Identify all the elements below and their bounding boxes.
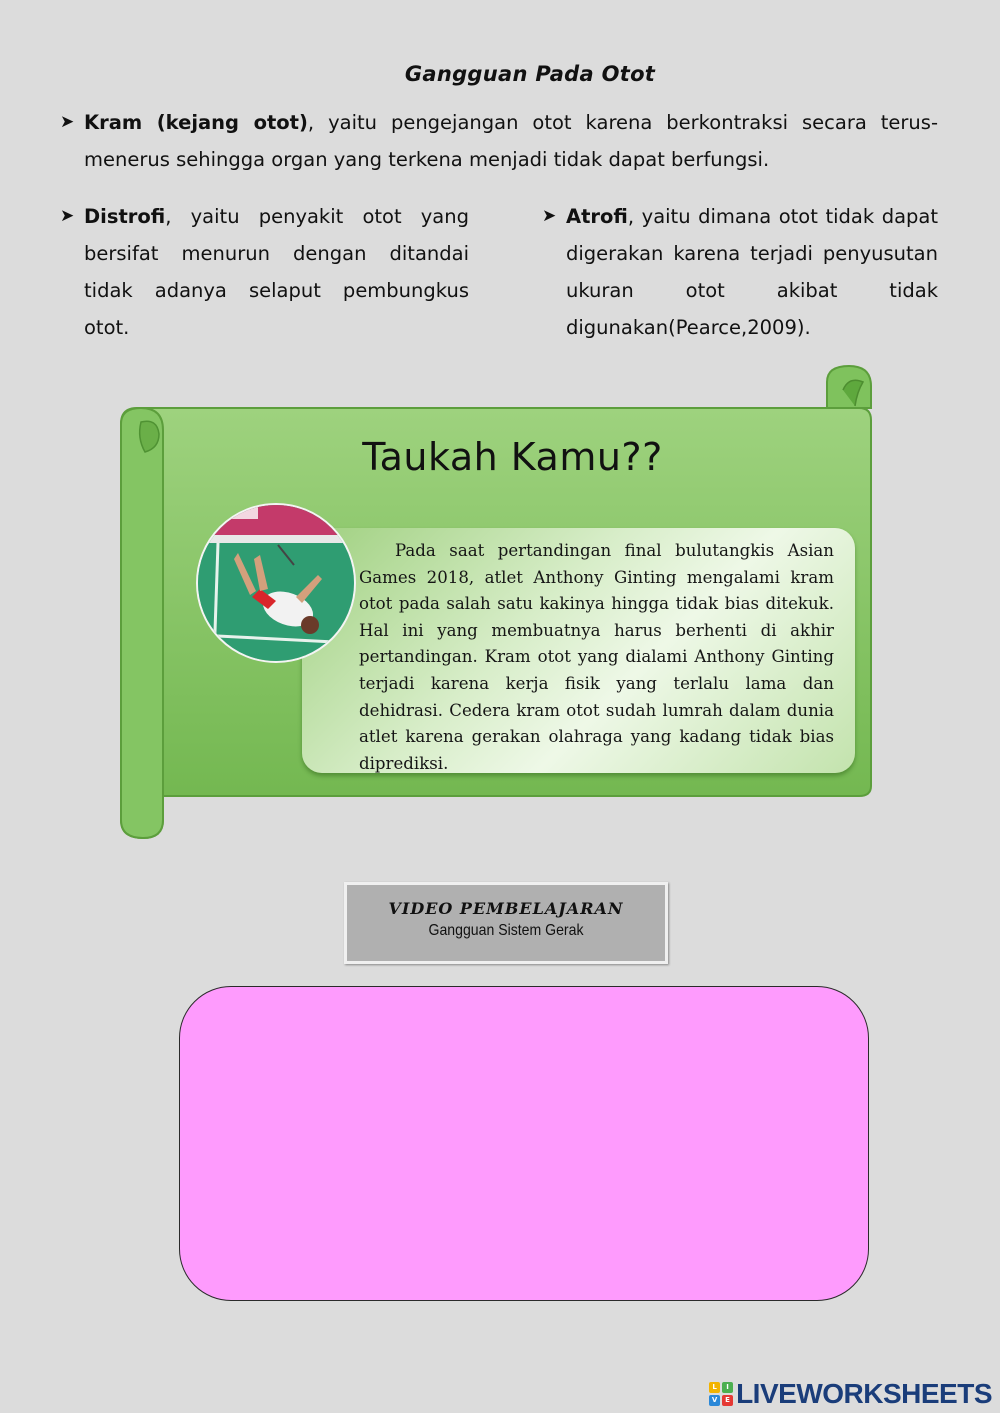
bullet-term: Kram (kejang otot) <box>84 111 308 134</box>
scroll-title: Taukah Kamu?? <box>362 435 663 479</box>
video-section-label <box>344 882 668 964</box>
video-subheading: Gangguan Sistem Gerak <box>428 922 584 939</box>
arrow-bullet-icon: ➤ <box>60 206 75 226</box>
fact-textbox <box>302 528 855 773</box>
bullet-text: , yaitu penyakit otot yang bersifat menurun dengan ditandai tidak adanya selaput pembungkus otot. <box>84 205 469 339</box>
bullet-atrofi <box>542 198 938 346</box>
logo-icon: L I V E <box>709 1382 733 1406</box>
fact-paragraph: Pada saat pertandingan final bulutangkis Asian Games 2018, atlet Anthony Ginting mengalami kram otot pada salah satu kakinya hingga tidak bias ditekuk. Hal ini yang membuatnya harus berhenti di akhir pertandingan. Kram otot yang dialami Anthony Ginting terjadi karena kerja fisik yang terlalu lama dan dehidrasi. Cedera kram otot sudah lumrah dalam dunia atlet karena gerakan olahraga yang kadang tidak bias diprediksi. <box>359 541 834 773</box>
bullet-distrofi <box>60 198 469 346</box>
arrow-bullet-icon: ➤ <box>542 206 557 226</box>
video-embed-area[interactable] <box>179 986 869 1301</box>
page-title: Gangguan Pada Otot <box>404 62 656 86</box>
arrow-bullet-icon: ➤ <box>60 112 75 132</box>
did-you-know-scroll <box>115 360 875 845</box>
brand-name: LIVEWORKSHEETS <box>736 1378 992 1409</box>
athlete-photo <box>196 503 356 663</box>
bullet-term: Atrofi <box>566 205 628 228</box>
liveworksheets-logo <box>709 1378 992 1410</box>
bullet-text: , yaitu dimana otot tidak dapat digerakan karena terjadi penyusutan ukuran otot akibat tidak digunakan(Pearce,2009). <box>566 205 938 339</box>
bullet-kram <box>60 104 938 178</box>
bullet-term: Distrofi <box>84 205 166 228</box>
bullet-text: , yaitu pengejangan otot karena berkontraksi secara terus-menerus sehingga organ yang terkena menjadi tidak dapat berfungsi. <box>84 111 938 171</box>
video-heading: VIDEO PEMBELAJARAN <box>388 899 624 918</box>
